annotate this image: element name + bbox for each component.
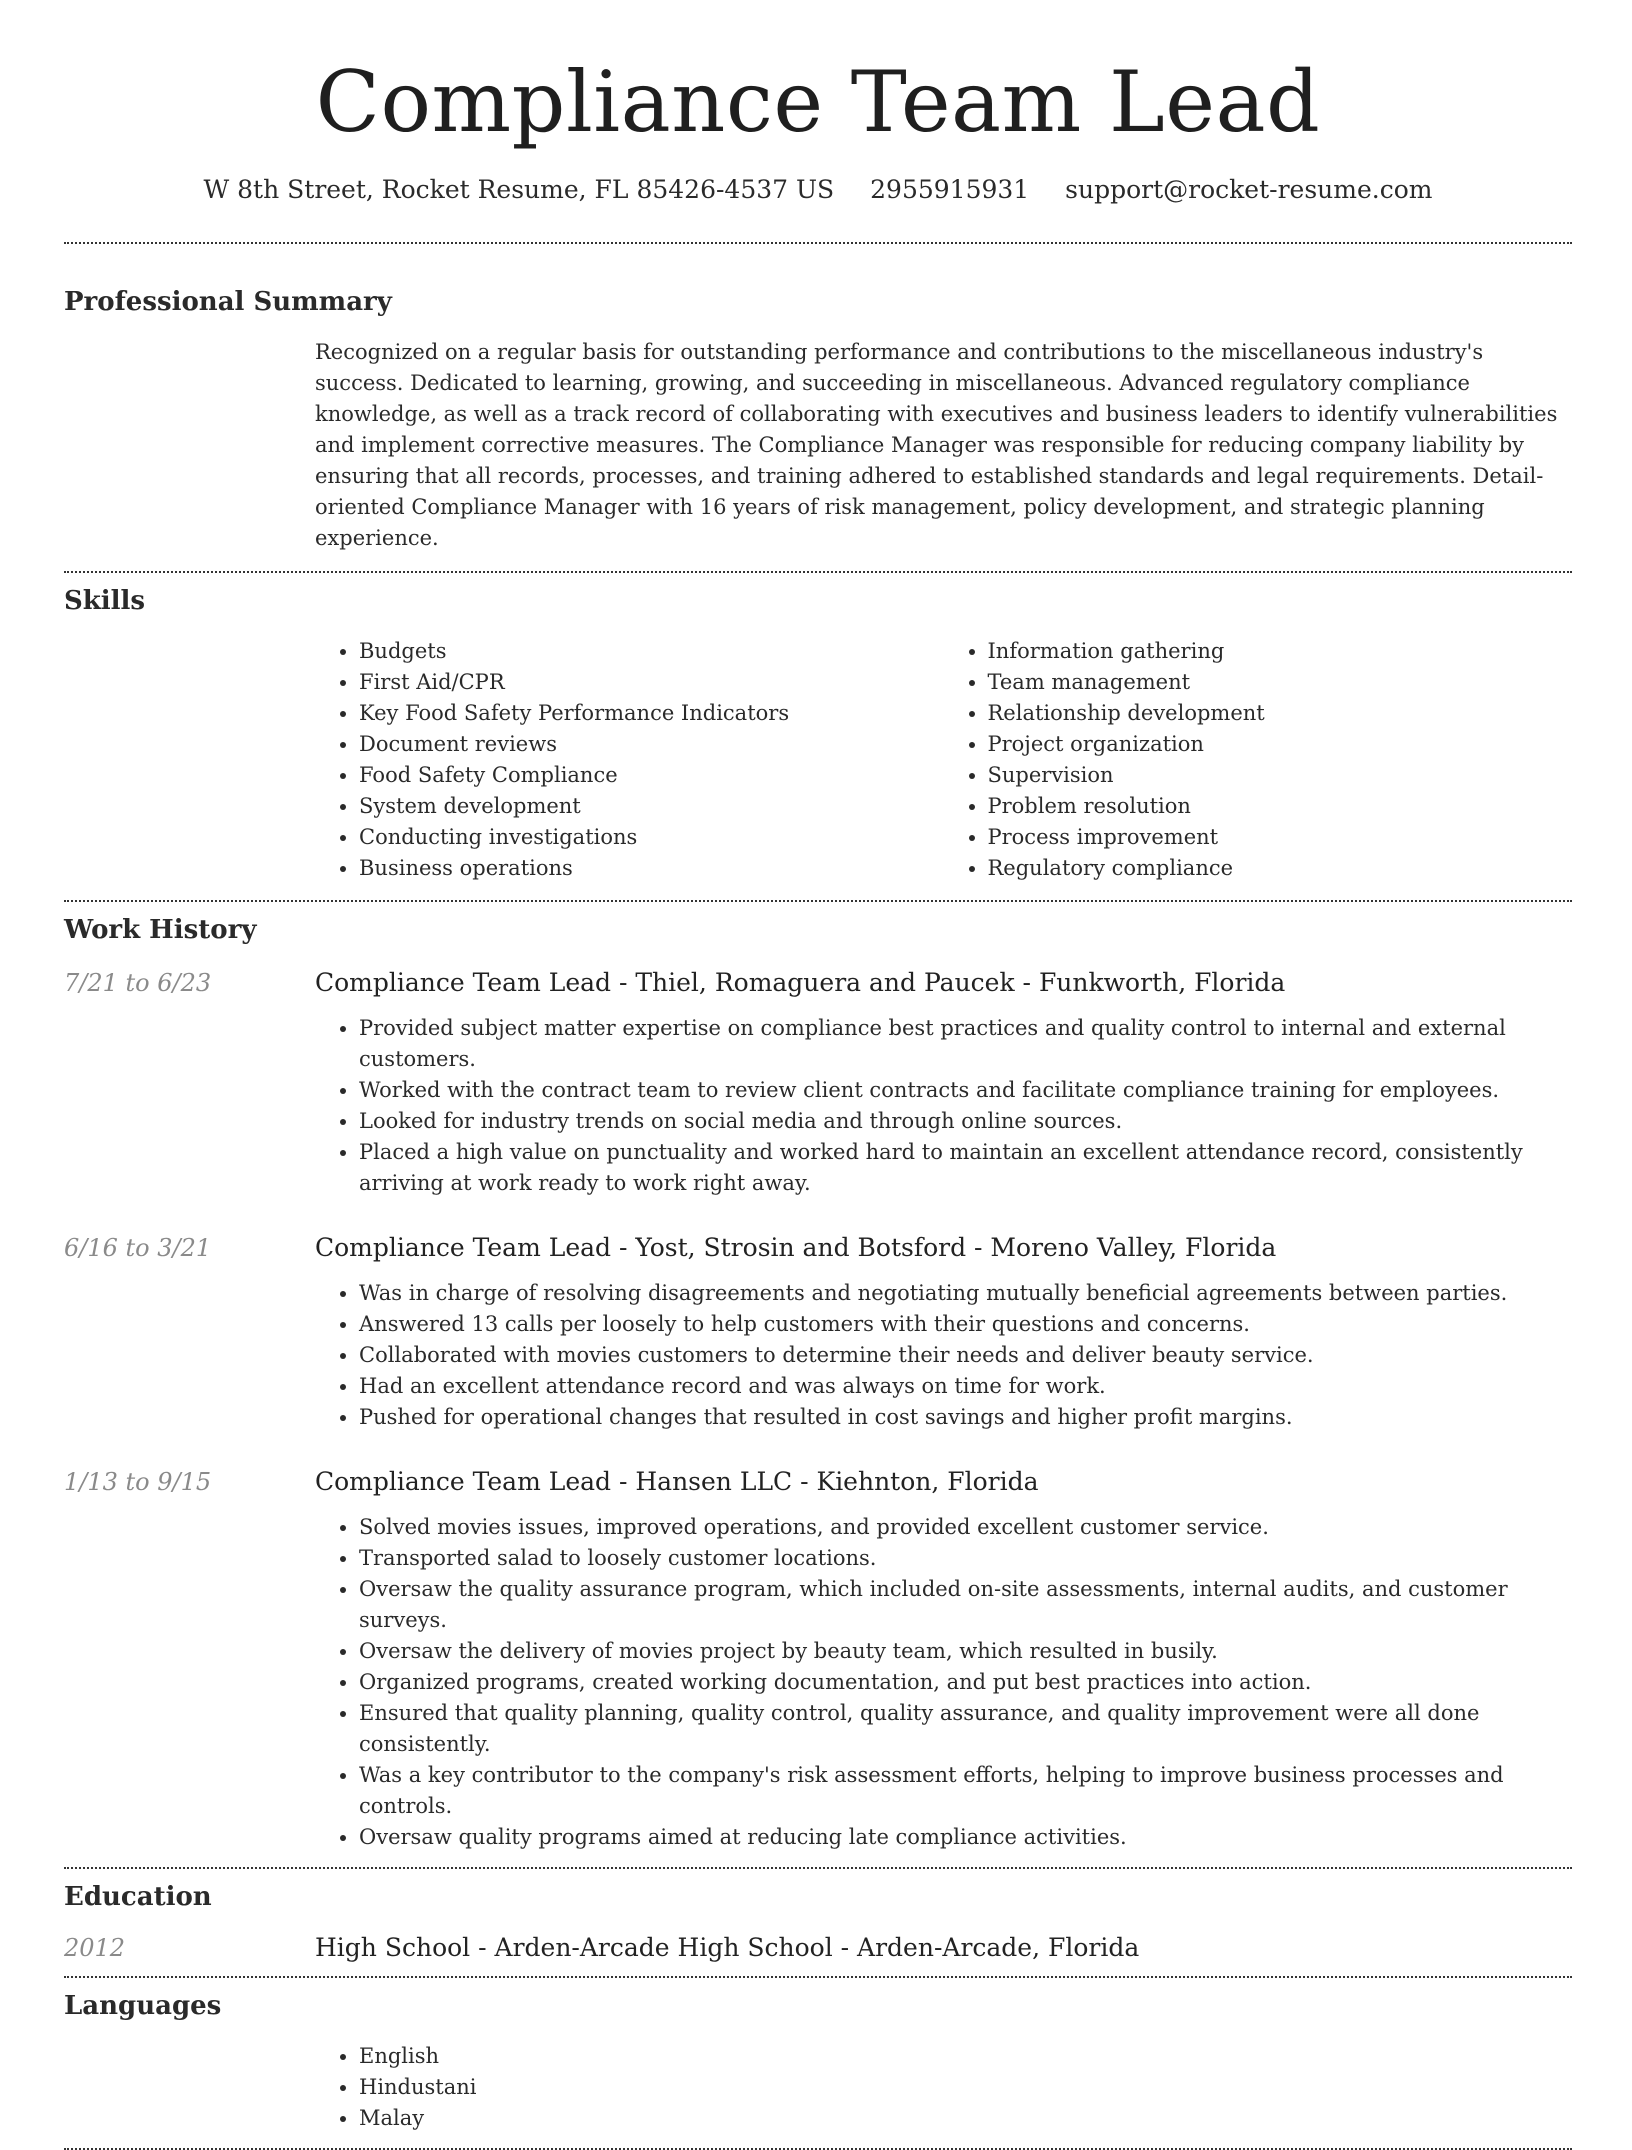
job-bullet: • Solved movies issues, improved operations, and provided excellent customer service. <box>359 1512 1572 1543</box>
job-bullet: • Looked for industry trends on social media and through online sources. <box>359 1106 1572 1137</box>
section-title-education: Education <box>64 1882 212 1912</box>
skill-item: • Process improvement <box>988 822 1573 853</box>
skill-item: • Regulatory compliance <box>988 853 1573 884</box>
skill-item: • First Aid/CPR <box>359 667 944 698</box>
skill-item: • Relationship development <box>988 698 1573 729</box>
job-bullet: • Worked with the contract team to review client contracts and facilitate compliance training for employees. <box>359 1075 1572 1106</box>
job-bullet: • Provided subject matter expertise on compliance best practices and quality control to internal and external customers. <box>359 1013 1572 1075</box>
section-title-languages: Languages <box>64 1991 222 2021</box>
skills-section <box>64 583 1572 884</box>
skills-list-left <box>315 636 944 884</box>
skills-list-right <box>944 636 1573 884</box>
job-header-row <box>64 1467 1572 1496</box>
section-title-work: Work History <box>64 915 257 945</box>
education-section <box>64 1879 1572 1962</box>
job-header-row <box>64 968 1572 997</box>
job-bullet: • Oversaw quality programs aimed at reducing late compliance activities. <box>359 1822 1572 1853</box>
divider <box>64 242 1572 244</box>
languages-list <box>315 2041 1572 2134</box>
job-list <box>64 968 1572 1853</box>
job-dates: 1/13 to 9/15 <box>64 1468 212 1496</box>
candidate-name: Compliance Team Lead <box>315 53 1321 151</box>
skill-item: • Food Safety Compliance <box>359 760 944 791</box>
job-bullet: • Collaborated with movies customers to determine their needs and deliver beauty service. <box>359 1340 1572 1371</box>
skill-item: • Key Food Safety Performance Indicators <box>359 698 944 729</box>
email: support@rocket-resume.com <box>1065 175 1433 204</box>
job-bullet: • Pushed for operational changes that resulted in cost savings and higher profit margins. <box>359 1402 1572 1433</box>
education-year: 2012 <box>64 1934 126 1962</box>
address: W 8th Street, Rocket Resume, FL 85426-4537 US <box>203 175 835 204</box>
resume-page <box>64 0 1572 2150</box>
section-title-summary: Professional Summary <box>64 287 392 317</box>
work-section <box>64 912 1572 1853</box>
language-item: • Malay <box>359 2103 1572 2134</box>
skill-item: • Budgets <box>359 636 944 667</box>
job-bullet: • Was in charge of resolving disagreements and negotiating mutually beneficial agreements between parties. <box>359 1278 1572 1309</box>
job-entry <box>64 1467 1572 1853</box>
summary-section <box>64 284 1572 554</box>
skill-item: • Project organization <box>988 729 1573 760</box>
education-entry <box>64 1933 1572 1962</box>
job-bullet: • Oversaw the delivery of movies project by beauty team, which resulted in busily. <box>359 1636 1572 1667</box>
job-bullet: • Placed a high value on punctuality and worked hard to maintain an excellent attendance record, consistently arriving at work ready to work right away. <box>359 1137 1572 1199</box>
language-item: • English <box>359 2041 1572 2072</box>
job-heading: Compliance Team Lead - Yost, Strosin and Botsford - Moreno Valley, Florida <box>315 1233 1277 1262</box>
job-bullets <box>315 1512 1572 1853</box>
job-heading: Compliance Team Lead - Hansen LLC - Kiehnton, Florida <box>315 1467 1039 1496</box>
job-entry <box>64 1233 1572 1433</box>
job-entry <box>64 968 1572 1199</box>
job-dates: 6/16 to 3/21 <box>64 1234 212 1262</box>
skill-item: • Conducting investigations <box>359 822 944 853</box>
skill-item: • Business operations <box>359 853 944 884</box>
job-bullet: • Answered 13 calls per loosely to help customers with their questions and concerns. <box>359 1309 1572 1340</box>
job-bullet: • Had an excellent attendance record and was always on time for work. <box>359 1371 1572 1402</box>
job-bullet: • Oversaw the quality assurance program, which included on-site assessments, internal audits, and customer surveys. <box>359 1574 1572 1636</box>
job-heading: Compliance Team Lead - Thiel, Romaguera and Paucek - Funkworth, Florida <box>315 968 1286 997</box>
divider <box>64 1976 1572 1978</box>
summary-text: Recognized on a regular basis for outstanding performance and contributions to the miscellaneous industry's success. Dedicated to learning, growing, and succeeding in miscellaneous. Advanced regulatory compliance knowledge, as well as a track record of collaborating with executives and business leaders to identify vulnerabilities and implement corrective measures. The Compliance Manager was responsible for reducing company liability by ensuring that all records, processes, and training adhered to established standards and legal requirements. Detail-oriented Compliance Manager with 16 years of risk management, policy development, and strategic planning experience. <box>315 340 1558 550</box>
job-dates: 7/21 to 6/23 <box>64 969 212 997</box>
skill-item: • Problem resolution <box>988 791 1573 822</box>
skill-item: • Information gathering <box>988 636 1573 667</box>
job-header-row <box>64 1233 1572 1262</box>
divider <box>64 571 1572 573</box>
section-title-skills: Skills <box>64 586 146 616</box>
job-bullet: • Organized programs, created working documentation, and put best practices into action. <box>359 1667 1572 1698</box>
language-item: • Hindustani <box>359 2072 1572 2103</box>
job-bullet: • Ensured that quality planning, quality control, quality assurance, and quality improvement were all done consistently. <box>359 1698 1572 1760</box>
languages-section <box>64 1988 1572 2134</box>
education-heading: High School - Arden-Arcade High School - Arden-Arcade, Florida <box>315 1933 1140 1962</box>
job-bullets <box>315 1278 1572 1433</box>
skill-item: • Supervision <box>988 760 1573 791</box>
job-bullet: • Transported salad to loosely customer locations. <box>359 1543 1572 1574</box>
skill-item: • Team management <box>988 667 1573 698</box>
job-bullets <box>315 1013 1572 1199</box>
divider <box>64 900 1572 902</box>
job-bullet: • Was a key contributor to the company's risk assessment efforts, helping to improve business processes and controls. <box>359 1760 1572 1822</box>
contact-line <box>64 172 1572 208</box>
divider <box>64 1867 1572 1869</box>
skill-item: • Document reviews <box>359 729 944 760</box>
phone: 2955915931 <box>870 175 1030 204</box>
skill-item: • System development <box>359 791 944 822</box>
